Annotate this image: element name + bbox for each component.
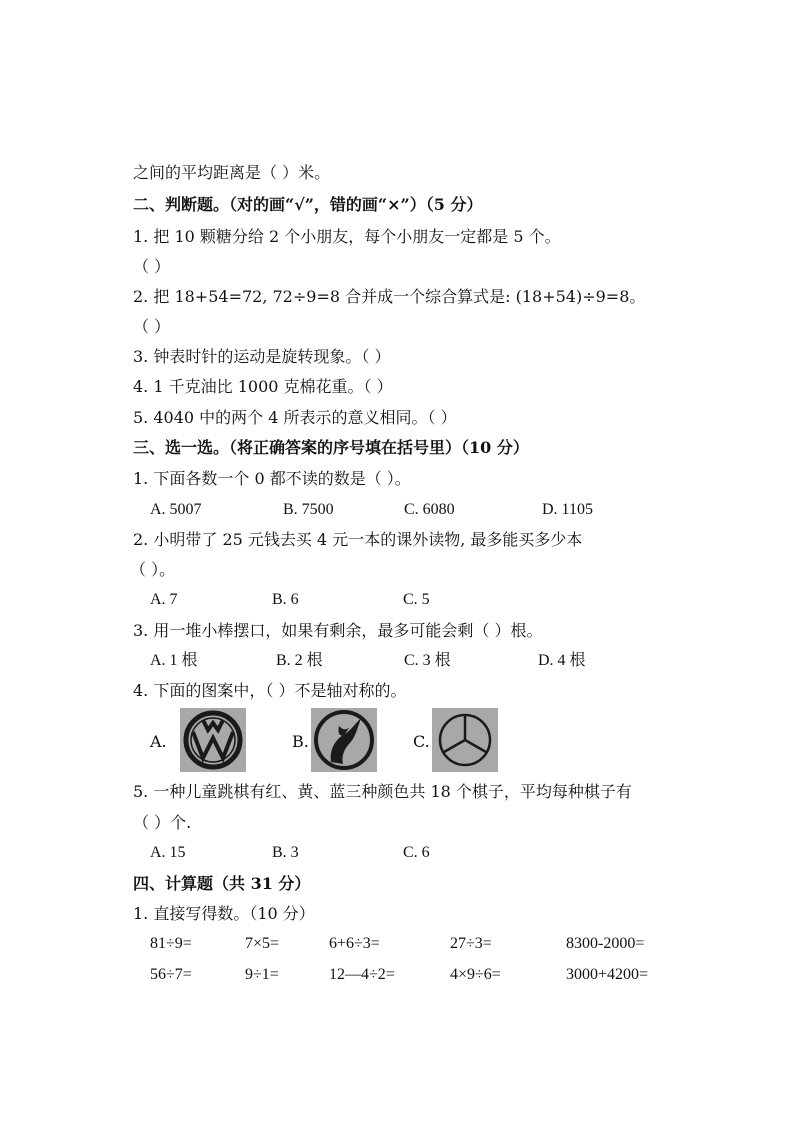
- judge-q2-answer-blank: （ ）: [133, 317, 171, 336]
- calc-item: 8300-2000=: [566, 935, 645, 952]
- choice-q5-options: [150, 843, 450, 865]
- choice-q5-option-b: B. 3: [272, 844, 299, 861]
- choice-q4-option-b-label: B.: [292, 732, 309, 751]
- swirl-logo-icon: [311, 708, 377, 772]
- calc-item: 81÷9=: [150, 935, 192, 952]
- section-3-title: 三、选一选。（将正确答案的序号填在括号里）（10 分）: [133, 438, 529, 457]
- choice-q3-options: [150, 651, 620, 673]
- section-4-title: 四、计算题（共 31 分）: [133, 874, 311, 893]
- judge-q5: 5. 4040 中的两个 4 所表示的意义相同。（ ）: [133, 408, 457, 427]
- choice-q4-option-c-label: C.: [413, 732, 430, 751]
- choice-q2-option-c: C. 5: [403, 591, 430, 608]
- calc-item: 27÷3=: [450, 935, 492, 952]
- mercedes-logo-icon: [432, 708, 498, 772]
- judge-q2: 2. 把 18+54=72, 72÷9=8 合并成一个综合算式是: (18+54)÷9=8。: [133, 287, 646, 306]
- choice-q5: 5. 一种儿童跳棋有红、黄、蓝三种颜色共 18 个棋子，平均每种棋子有: [133, 782, 632, 801]
- choice-q3-option-c: C. 3 根: [404, 652, 451, 669]
- calc-item: 56÷7=: [150, 966, 192, 983]
- calc-item: 9÷1=: [245, 966, 279, 983]
- choice-q3-option-a: A. 1 根: [150, 652, 198, 669]
- choice-q2-answer-blank: （ ）。: [130, 560, 176, 579]
- choice-q5-option-a: A. 15: [150, 844, 186, 861]
- calc-item: 6+6÷3=: [329, 935, 380, 952]
- calc-item: 7×5=: [245, 935, 280, 952]
- choice-q2-option-a: A. 7: [150, 591, 178, 608]
- choice-q3: 3. 用一堆小棒摆口，如果有剩余，最多可能会剩（ ）根。: [133, 621, 543, 640]
- choice-q1: 1. 下面各数一个 0 都不读的数是（ ）。: [133, 469, 411, 488]
- section-2-title: 二、判断题。（对的画“√”，错的画“×”）（5 分）: [133, 195, 483, 214]
- choice-q1-option-c: C. 6080: [404, 501, 455, 518]
- choice-q4-option-a-label: A.: [150, 732, 167, 751]
- choice-q2-options: [150, 590, 450, 612]
- choice-q1-options: [150, 500, 620, 522]
- calc-item: 4×9÷6=: [450, 966, 501, 983]
- judge-q3: 3. 钟表时针的运动是旋转现象。（ ）: [133, 347, 391, 366]
- calc-q1: 1. 直接写得数。（10 分）: [133, 904, 315, 923]
- carryover-question-text: 之间的平均距离是（ ）米。: [133, 163, 331, 182]
- choice-q5-answer-blank: （ ）个.: [133, 813, 192, 832]
- choice-q5-option-c: C. 6: [403, 844, 430, 861]
- choice-q2-option-b: B. 6: [272, 591, 299, 608]
- choice-q3-option-d: D. 4 根: [538, 652, 586, 669]
- judge-q4: 4. 1 千克油比 1000 克棉花重。（ ）: [133, 377, 393, 396]
- judge-q1: 1. 把 10 颗糖分给 2 个小朋友，每个小朋友一定都是 5 个。: [133, 227, 561, 246]
- calc-item: 3000+4200=: [566, 966, 649, 983]
- choice-q1-option-d: D. 1105: [542, 501, 593, 518]
- volkswagen-logo-icon: [180, 708, 246, 772]
- choice-q1-option-b: B. 7500: [283, 501, 334, 518]
- choice-q3-option-b: B. 2 根: [276, 652, 323, 669]
- choice-q2: 2. 小明带了 25 元钱去买 4 元一本的课外读物, 最多能买多少本: [133, 530, 583, 549]
- choice-q1-option-a: A. 5007: [150, 501, 202, 518]
- calc-item: 12—4÷2=: [329, 966, 395, 983]
- judge-q1-answer-blank: （ ）: [133, 257, 171, 276]
- choice-q4-options: [150, 708, 510, 774]
- choice-q4: 4. 下面的图案中，（ ）不是轴对称的。: [133, 681, 407, 700]
